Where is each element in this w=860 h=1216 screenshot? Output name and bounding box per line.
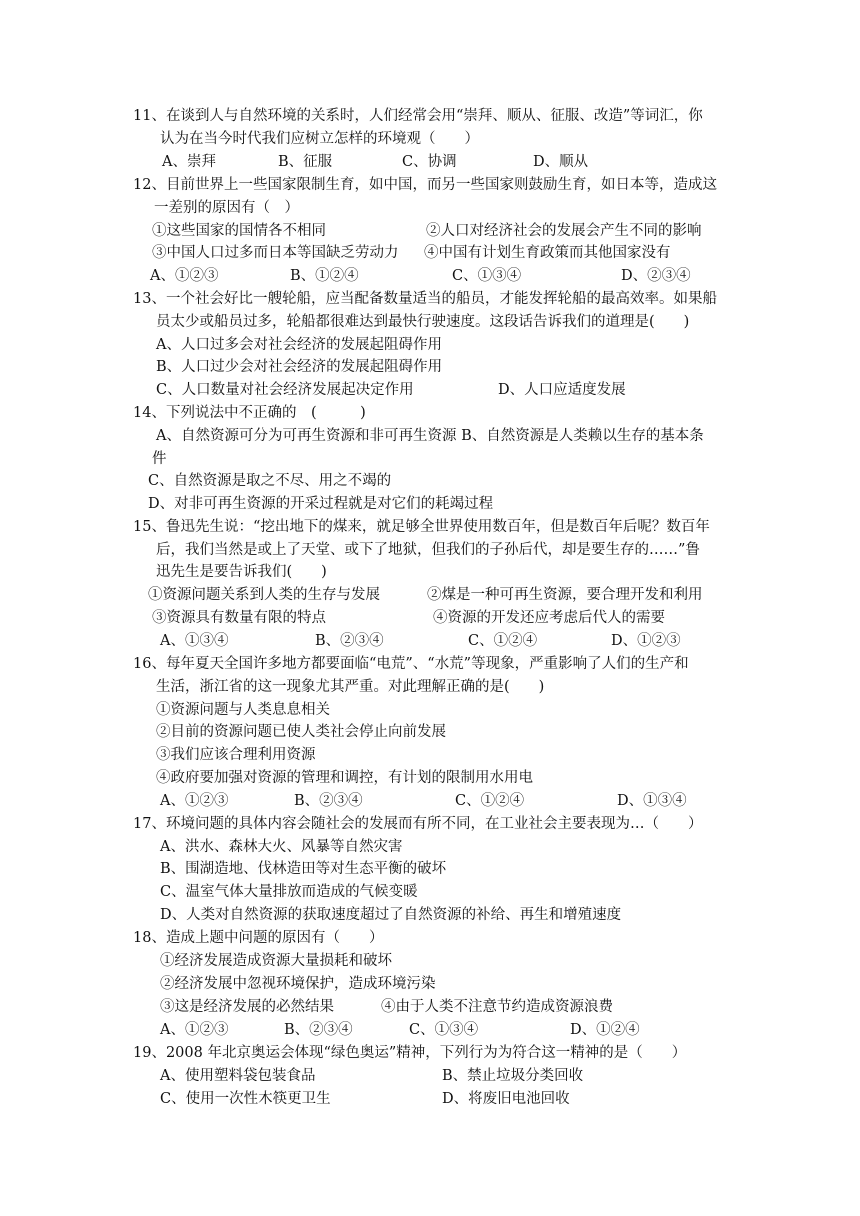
option-a[interactable]: A、崇拜 bbox=[162, 154, 216, 170]
statement-1: ①资源问题关系到人类的生存与发展 bbox=[148, 587, 380, 603]
option-d[interactable]: D、①②④ bbox=[570, 1022, 640, 1038]
option-c[interactable]: C、协调 bbox=[402, 154, 457, 170]
option-a[interactable]: A、自然资源可分为可再生资源和非可再生资源 B、自然资源是人类赖以生存的基本条 bbox=[156, 428, 704, 444]
statement-1: ①经济发展造成资源大量损耗和破坏 bbox=[160, 953, 392, 969]
statement-4: ④政府要加强对资源的管理和调控，有计划的限制用水用电 bbox=[156, 770, 533, 786]
option-a[interactable]: A、①②③ bbox=[160, 1022, 229, 1038]
option-a[interactable]: A、①②③ bbox=[150, 268, 219, 284]
question-stem: 后，我们当然是或上了天堂、或下了地狱，但我们的子孙后代，却是要生存的……”鲁 bbox=[156, 542, 700, 558]
statement-2: ②目前的资源问题已使人类社会停止向前发展 bbox=[156, 724, 446, 740]
question-stem: 11、在谈到人与自然环境的关系时，人们经常会用“崇拜、顺从、征服、改造”等词汇，你 bbox=[133, 108, 703, 124]
option-c[interactable]: C、①③④ bbox=[452, 268, 522, 284]
option-d[interactable]: D、②③④ bbox=[621, 268, 691, 284]
option-b[interactable]: B、①②④ bbox=[290, 268, 359, 284]
option-c[interactable]: C、①②④ bbox=[455, 793, 525, 809]
option-continuation: 件 bbox=[152, 451, 167, 467]
question-stem: 迅先生是要告诉我们( ) bbox=[156, 564, 327, 580]
question-stem: 16、每年夏天全国许多地方都要面临“电荒”、“水荒”等现象，严重影响了人们的生产和 bbox=[133, 656, 689, 672]
option-c[interactable]: C、人口数量对社会经济发展起决定作用 bbox=[156, 382, 414, 398]
option-b[interactable]: B、②③④ bbox=[294, 793, 363, 809]
option-a[interactable]: A、洪水、森林大火、风暴等自然灾害 bbox=[160, 839, 403, 855]
statement-1: ①这些国家的国情各不相同 bbox=[152, 223, 326, 239]
question-stem: 生活，浙江省的这一现象尤其严重。对此理解正确的是( ) bbox=[156, 679, 545, 695]
question-stem: 19、2008 年北京奥运会体现“绿色奥运”精神，下列行为为符合这一精神的是（ ） bbox=[133, 1045, 687, 1061]
option-d[interactable]: D、①③④ bbox=[617, 793, 687, 809]
option-d[interactable]: D、对非可再生资源的开采过程就是对它们的耗竭过程 bbox=[148, 496, 494, 512]
question-stem: 18、造成上题中问题的原因有（ ） bbox=[133, 930, 384, 946]
option-b[interactable]: B、②③④ bbox=[315, 633, 384, 649]
option-d[interactable]: D、人口应适度发展 bbox=[498, 382, 626, 398]
statement-2: ②经济发展中忽视环境保护，造成环境污染 bbox=[160, 976, 436, 992]
option-b[interactable]: B、人口过少会对社会经济的发展起阻碍作用 bbox=[156, 359, 443, 375]
option-d[interactable]: D、顺从 bbox=[533, 154, 589, 170]
option-b[interactable]: B、围湖造地、伐林造田等对生态平衡的破坏 bbox=[160, 861, 447, 877]
question-stem: 13、一个社会好比一艘轮船，应当配备数量适当的船员，才能发挥轮船的最高效率。如果船 bbox=[133, 291, 717, 307]
statement-3: ③资源具有数量有限的特点 bbox=[152, 610, 326, 626]
option-d[interactable]: D、人类对自然资源的获取速度超过了自然资源的补给、再生和增殖速度 bbox=[160, 907, 622, 923]
statement-2: ②煤是一种可再生资源，要合理开发和利用 bbox=[427, 587, 703, 603]
statement-4: ④由于人类不注意节约造成资源浪费 bbox=[381, 999, 613, 1015]
option-a[interactable]: A、人口过多会对社会经济的发展起阻碍作用 bbox=[156, 337, 442, 353]
question-stem: 员太少或船员过多，轮船都很难达到最快行驶速度。这段话告诉我们的道理是( ) bbox=[156, 314, 690, 330]
option-b[interactable]: B、②③④ bbox=[284, 1022, 353, 1038]
statement-3: ③中国人口过多而日本等国缺乏劳动力 bbox=[152, 245, 399, 261]
statement-4: ④资源的开发还应考虑后代人的需要 bbox=[433, 610, 665, 626]
option-a[interactable]: A、①③④ bbox=[160, 633, 229, 649]
option-c[interactable]: C、使用一次性木筷更卫生 bbox=[160, 1091, 331, 1107]
option-a[interactable]: A、①②③ bbox=[160, 793, 229, 809]
option-c[interactable]: C、温室气体大量排放而造成的气候变暖 bbox=[160, 884, 418, 900]
option-c[interactable]: C、①②④ bbox=[468, 633, 538, 649]
option-d[interactable]: D、将废旧电池回收 bbox=[442, 1091, 570, 1107]
option-c[interactable]: C、①③④ bbox=[409, 1022, 479, 1038]
statement-3: ③这是经济发展的必然结果 bbox=[160, 999, 334, 1015]
statement-2: ②人口对经济社会的发展会产生不同的影响 bbox=[426, 223, 702, 239]
question-stem: 14、下列说法中不正确的 ( ) bbox=[133, 405, 366, 421]
option-c[interactable]: C、自然资源是取之不尽、用之不竭的 bbox=[148, 473, 392, 489]
question-stem: 认为在当今时代我们应树立怎样的环境观（ ） bbox=[160, 131, 479, 147]
statement-1: ①资源问题与人类息息相关 bbox=[156, 702, 330, 718]
statement-3: ③我们应该合理利用资源 bbox=[156, 747, 316, 763]
option-b[interactable]: B、禁止垃圾分类回收 bbox=[442, 1068, 584, 1084]
question-stem: 12、目前世界上一些国家限制生育，如中国，而另一些国家则鼓励生育，如日本等，造成这 bbox=[133, 177, 717, 193]
question-stem: 17、环境问题的具体内容会随社会的发展而有所不同，在工业社会主要表现为…（ ） bbox=[133, 816, 703, 832]
question-stem: 一差别的原因有（ ） bbox=[154, 200, 299, 216]
option-a[interactable]: A、使用塑料袋包装食品 bbox=[160, 1068, 316, 1084]
statement-4: ④中国有计划生育政策而其他国家没有 bbox=[424, 245, 671, 261]
option-b[interactable]: B、征服 bbox=[278, 154, 333, 170]
option-d[interactable]: D、①②③ bbox=[611, 633, 681, 649]
question-stem: 15、鲁迅先生说：“挖出地下的煤来，就足够全世界使用数百年，但是数百年后呢？数百年 bbox=[133, 519, 710, 535]
